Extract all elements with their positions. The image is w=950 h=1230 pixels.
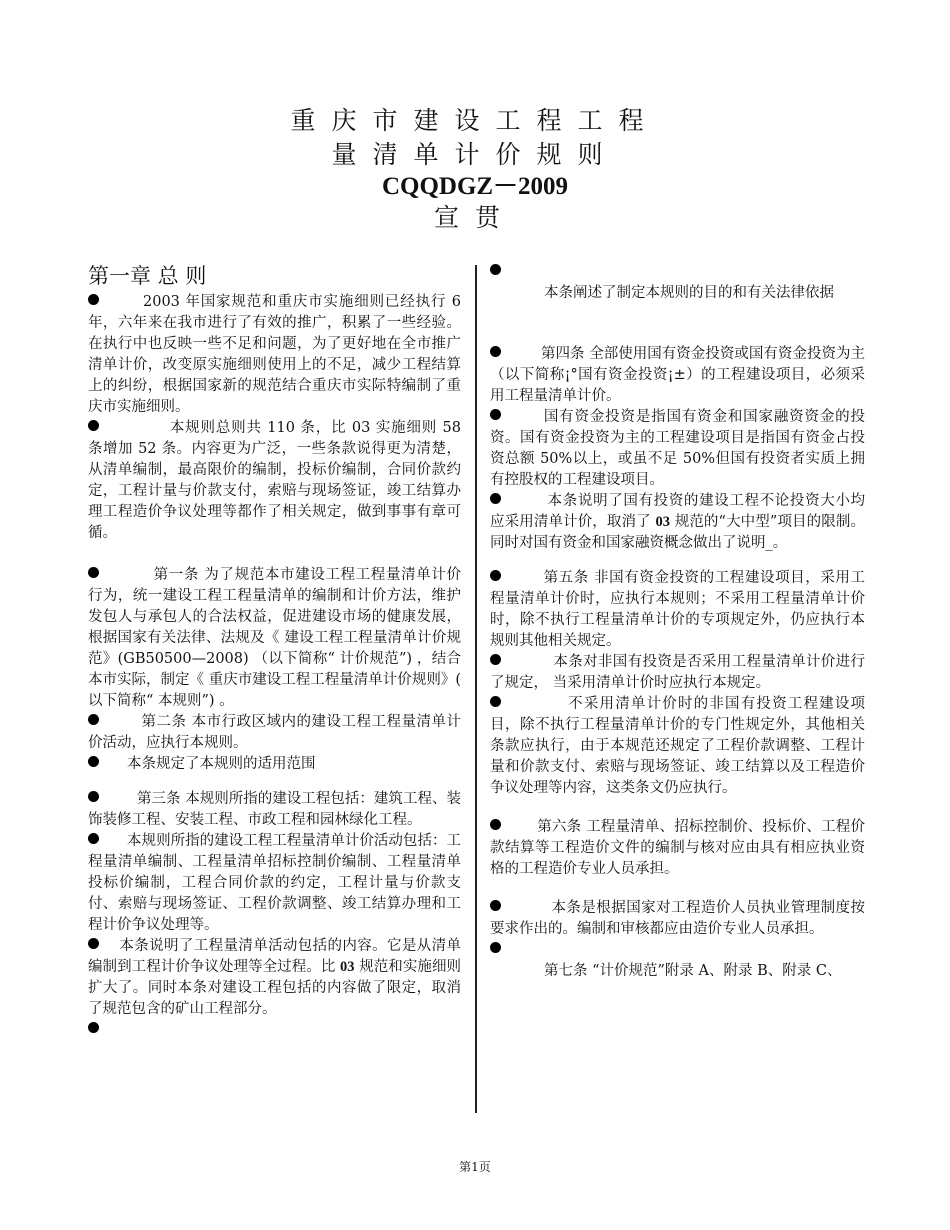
paragraph [490, 407, 865, 491]
bullet-icon [490, 264, 501, 275]
paragraph [490, 491, 865, 554]
paragraph-text: 第一条 为了规范本市建设工程工程量清单计价行为，统一建设工程工程量清单的编制和计价方法，维护发包人与承包人的合法权益，促进建设市场的健康发展，根据国家有关法律、法规及《 建设工程工程量清单计价规范》(GB50500—2008) （以下简称“ 计价规范”) ，结合本市实际，制定《 重庆市建设工程工程量清单计价规则》( 以下简称“ 本规则”) 。 [88, 567, 461, 709]
paragraph [88, 1020, 461, 1041]
page-number: 第1页 [459, 1160, 491, 1174]
bullet-icon [490, 696, 501, 707]
paragraph-text: 本条是根据国家对工程造价人员执业管理制度按要求作出的。编制和审核都应由造价专业人员承担。 [490, 900, 865, 937]
bullet-icon [490, 900, 501, 911]
paragraph [88, 789, 461, 831]
doc-title-line1: 重庆市建设工程工程 [290, 106, 660, 135]
bullet-icon [88, 294, 99, 305]
bullet-icon [88, 1022, 99, 1033]
paragraph-text: 规范和实施细则扩大了。同时本条对建设工程包括的内容做了限定，取消了规范包含的矿山工程部分。 [88, 959, 461, 1017]
paragraph-text: 本条说明了国有投资的建设工程不论投资大小均应采用清单计价，取消了 [490, 493, 865, 530]
paragraph [490, 283, 865, 304]
paragraph [88, 936, 461, 1020]
paragraph-text: 本规则所指的建设工程工程量清单计价活动包括：工程量清单编制、工程量清单招标控制价编制、工程量清单投标价编制，工程合同价款的约定，工程计量与价款支付、索赔与现场签证、工程价款调整、竣工结算办理和工程计价争议处理等。 [88, 833, 461, 933]
bullet-icon [88, 833, 99, 844]
paragraph [88, 754, 461, 775]
paragraph [88, 831, 461, 936]
paragraph-bold: 03 [655, 514, 670, 530]
paragraph [88, 712, 461, 754]
paragraph [88, 292, 461, 418]
paragraph [490, 262, 865, 283]
bullet-icon [88, 714, 99, 725]
paragraph-bold: 03 [340, 959, 355, 975]
paragraph-text: 2003 年国家规范和重庆市实施细则已经执行 6 年，六年来在我市进行了有效的推广，积累了一些经验。在执行中也反映一些不足和问题，为了更好地在全市推广清单计价，改变原实施细则使用上的不足，减少工程结算上的纠纷，根据国家新的规范结合重庆市实际特编制了重庆市实施细则。 [88, 294, 461, 415]
bullet-icon [490, 409, 501, 420]
bullet-icon [490, 942, 501, 953]
paragraph [490, 961, 865, 982]
paragraph [88, 565, 461, 712]
paragraph-text: 本条对非国有投资是否采用工程量清单计价进行了规定， 当采用清单计价时应执行本规定。 [490, 654, 865, 691]
paragraph-text: 第五条 非国有资金投资的工程建设项目，采用工程量清单计价时，应执行本规则；不采用工程量清单计价时，除不执行工程量清单计价的专项规定外，仍应执行本规则其他相关规定。 [490, 570, 865, 649]
paragraph-text: 规范的“大中型”项目的限制。同时对国有资金和国家融资概念做出了说明_。 [490, 514, 866, 551]
paragraph [88, 418, 461, 544]
paragraph [490, 694, 865, 799]
left-column [88, 262, 461, 1041]
column-divider [475, 265, 477, 1113]
paragraph [490, 344, 865, 407]
paragraph-text: 本条说明了工程量清单活动包括的内容。它是从清单编制到工程计价争议处理等全过程。比 [88, 938, 461, 975]
paragraph-text: 国有资金投资是指国有资金和国家融资资金的投资。国有资金投资为主的工程建设项目是指国有资金占投资总额 50%以上，或虽不足 50%但国有投资者实质上拥有控股权的工程建设项目。 [490, 409, 865, 488]
bullet-icon [88, 567, 99, 578]
doc-title-line2: 量清单计价规则 [331, 140, 619, 169]
paragraph-text: 第二条 本市行政区域内的建设工程工程量清单计价活动，应执行本规则。 [88, 714, 461, 751]
paragraph [490, 568, 865, 652]
bullet-icon [88, 938, 99, 949]
paragraph-text: 第四条 全部使用国有资金投资或国有资金投资为主（以下简称¡°国有资金投资¡±）的工程建设项目，必须采用工程量清单计价。 [490, 346, 865, 404]
paragraph-text: 不采用清单计价时的非国有投资工程建设项目，除不执行工程量清单计价的专门性规定外，其他相关条款应执行，由于本规范还规定了工程价款调整、工程计量和价款支付、索赔与现场签证、竣工结算以及工程造价争议处理等内容，这类条文仍应执行。 [490, 696, 865, 796]
right-column [490, 262, 865, 982]
bullet-icon [490, 819, 501, 830]
paragraph [490, 817, 865, 880]
bullet-icon [490, 346, 501, 357]
paragraph-text: 本条阐述了制定本规则的目的和有关法律依据 [544, 285, 834, 301]
bullet-icon [490, 654, 501, 665]
doc-title-line4: 宣贯 [433, 203, 516, 232]
paragraph-text: 本规则总则共 110 条，比 03 实施细则 58 条增加 52 条。内容更为广泛，一些条款说得更为清楚，从清单编制，最高限价的编制，投标价编制，合同价款约定，工程计量与价款支付，索赔与现场签证，竣工结算办理工程造价争议处理等都作了相关规定，做到事事有章可循。 [88, 420, 461, 541]
bullet-icon [88, 420, 99, 431]
paragraph-text: 第七条 “计价规范”附录 A、附录 B、附录 C、 [544, 963, 842, 979]
bullet-icon [490, 570, 501, 581]
bullet-icon [88, 756, 99, 767]
paragraph-text: 本条规定了本规则的适用范围 [127, 756, 316, 772]
paragraph-text: 第三条 本规则所指的建设工程包括：建筑工程、装饰装修工程、安装工程、市政工程和园林绿化工程。 [88, 791, 461, 828]
paragraph [490, 898, 865, 940]
paragraph [490, 652, 865, 694]
paragraph [490, 940, 865, 961]
paragraph-text: 第六条 工程量清单、招标控制价、投标价、工程价款结算等工程造价文件的编制与核对应由具有相应执业资格的工程造价专业人员承担。 [490, 819, 865, 877]
chapter-heading: 第一章 总 则 [88, 264, 207, 288]
bullet-icon [88, 791, 99, 802]
bullet-icon [490, 493, 501, 504]
doc-code: CQQDGZ－2009 [381, 173, 569, 200]
